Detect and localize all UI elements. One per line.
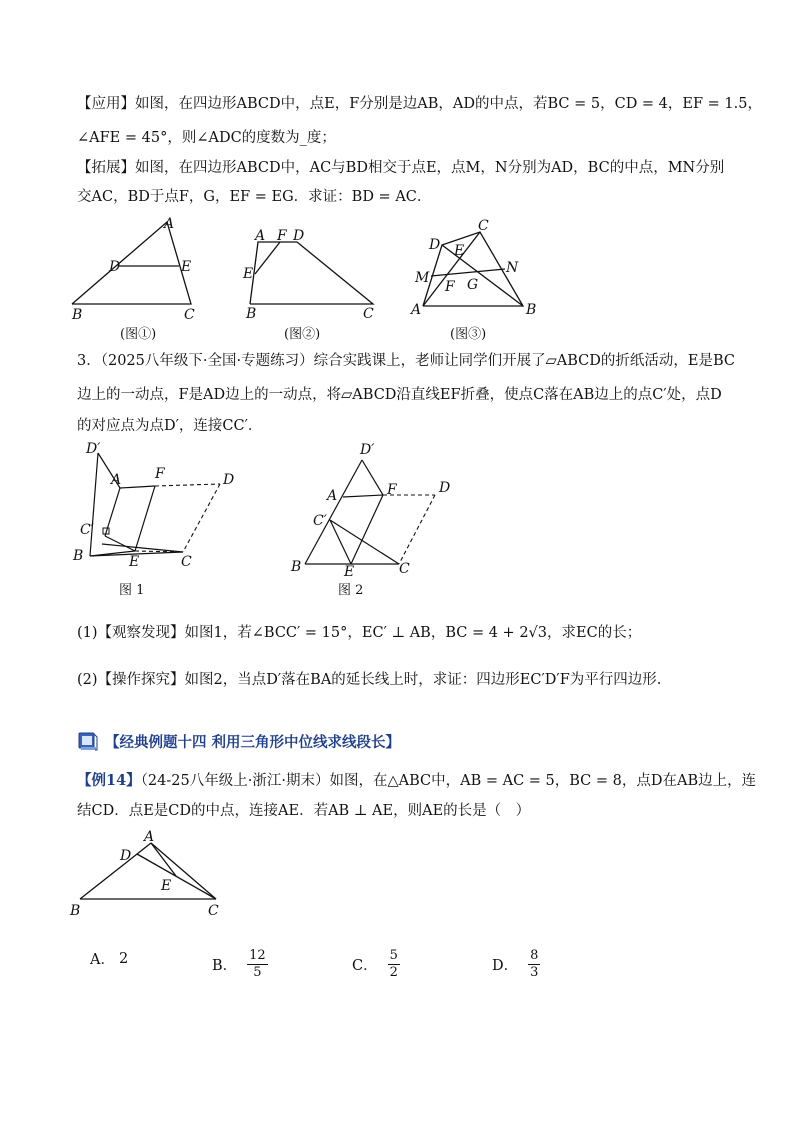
problem3-question-2: (2)【操作探究】如图2，当点D′落在BA的延长线上时，求证：四边形EC′D′F为平行四边形. (77, 672, 662, 688)
ex14-label-c: C (208, 903, 219, 919)
example14-line-2: 结CD．点E是CD的中点，连接AE．若AB ⊥ AE，则AE的长是（ ） (77, 803, 531, 819)
example14-line-1 (77, 770, 757, 792)
problem3-question-1: (1)【观察发现】如图1，若∠BCC′ = 15°，EC′ ⊥ AB，BC = 4 + 2√3，求EC的长； (77, 625, 642, 641)
example14-tag: 【例14】 (77, 772, 141, 789)
application-line-2: ∠AFE = 45°，则∠ADC的度数为_度； (77, 130, 336, 146)
fig2-label-a: A (255, 228, 266, 244)
p3f1-label-cprime: C′ (80, 522, 94, 538)
p3f1-label-c: C (181, 554, 192, 570)
problem3-figure-1-caption: 图 1 (119, 583, 145, 598)
choice-c-fraction (388, 948, 400, 981)
choice-d[interactable] (492, 948, 540, 981)
choice-c-letter: C． (352, 958, 378, 974)
fig1-caption: (图①) (120, 327, 157, 342)
choice-c[interactable] (352, 948, 400, 981)
choice-d-letter: D． (492, 958, 519, 974)
fig1-label-d: D (109, 259, 121, 275)
ex14-label-a: A (144, 829, 155, 845)
problem3-figure-2-caption: 图 2 (338, 583, 364, 598)
ex14-label-d: D (120, 848, 132, 864)
fig3-label-n: N (506, 260, 519, 276)
p3f1-label-dprime: D′ (86, 441, 101, 457)
choice-b-fraction (247, 948, 268, 981)
example14-text-1: （24-25八年级上·浙江·期末）如图，在△ABC中，AB = AC = 5，BC = 8，点D在AB边上，连 (140, 773, 757, 789)
application-line-1 (77, 93, 762, 115)
choice-b[interactable] (212, 948, 268, 981)
p3f2-label-e: E (344, 564, 355, 580)
fig1-label-c: C (184, 307, 195, 323)
fig3-label-d: D (429, 237, 441, 253)
extension-line-2: 交AC，BD于点F，G，EF = EG．求证：BD = AC． (77, 189, 432, 205)
fig1-label-a: A (164, 216, 175, 232)
book-icon (77, 730, 99, 752)
example14-figure (65, 828, 245, 923)
p3f1-label-f: F (155, 466, 165, 482)
choice-d-numerator: 8 (530, 948, 539, 963)
choice-a-letter: A． (90, 952, 115, 968)
fig2-caption: (图②) (284, 327, 321, 342)
figure-1 (60, 215, 210, 345)
ex14-label-e: E (161, 878, 172, 894)
fig3-label-c: C (478, 218, 489, 234)
choice-b-denominator: 5 (253, 965, 262, 980)
choice-c-denominator: 2 (389, 965, 398, 980)
fig2-label-c: C (363, 306, 374, 322)
fig3-label-e: E (454, 243, 465, 259)
figure-3 (405, 215, 545, 345)
fig3-label-g: G (467, 277, 479, 293)
p3f1-label-e: E (129, 554, 140, 570)
figure-2 (240, 225, 390, 345)
problem3-line-2: 边上的一动点，F是AD边上的一动点，将▱ABCD沿直线EF折叠，使点C落在AB边上的点C′处，点D (77, 387, 722, 403)
problem3-line-3: 的对应点为点D′，连接CC′． (77, 418, 263, 434)
p3f2-label-dprime: D′ (360, 442, 375, 458)
p3f2-label-f: F (387, 482, 397, 498)
fig3-label-m: M (415, 270, 430, 286)
p3f1-label-b: B (73, 548, 84, 564)
choice-a[interactable] (90, 948, 128, 969)
fig2-label-d: D (293, 228, 305, 244)
fig1-label-b: B (72, 307, 83, 323)
fig3-label-b: B (526, 302, 537, 318)
p3f2-label-d: D (439, 480, 451, 496)
choice-d-denominator: 3 (530, 965, 539, 980)
fig1-label-e: E (181, 259, 192, 275)
fig2-label-b: B (246, 306, 257, 322)
choice-a-value: 2 (118, 950, 129, 967)
choice-d-fraction (528, 948, 540, 981)
choice-b-numerator: 12 (249, 948, 266, 963)
p3f2-label-b: B (291, 559, 302, 575)
extension-tag: 【拓展】 (77, 160, 135, 176)
p3f2-label-cprime: C′ (313, 513, 327, 529)
fig3-caption: (图③) (450, 327, 487, 342)
p3f1-label-d: D (223, 472, 235, 488)
extension-text: 如图，在四边形ABCD中，AC与BD相交于点E，点M，N分别为AD，BC的中点，MN分别 (135, 160, 725, 176)
fig3-label-f: F (445, 279, 455, 295)
p3f2-label-a: A (327, 488, 338, 504)
choice-b-letter: B． (212, 958, 238, 974)
p3f1-label-a: A (111, 472, 122, 488)
extension-line-1 (77, 157, 740, 179)
fig2-label-e: E (243, 266, 254, 282)
choice-c-numerator: 5 (389, 948, 398, 963)
application-tag: 【应用】 (77, 96, 135, 112)
fig3-label-a: A (411, 302, 422, 318)
problem3-figure-1 (65, 440, 265, 600)
application-text: 如图，在四边形ABCD中，点E，F分别是边AB，AD的中点，若BC = 5，CD = 4，EF = 1.5， (135, 96, 762, 112)
ex14-label-b: B (70, 903, 81, 919)
problem3-line-1: 3．（2025八年级下·全国·专题练习）综合实践课上，老师让同学们开展了▱ABCD的折纸活动，E是BC (77, 353, 735, 369)
problem3-figure-2 (285, 440, 485, 600)
section-title: 【经典例题十四 利用三角形中位线求线段长】 (105, 734, 401, 751)
p3f2-label-c: C (399, 561, 410, 577)
section-header (77, 728, 400, 754)
fig2-label-f: F (277, 228, 287, 244)
